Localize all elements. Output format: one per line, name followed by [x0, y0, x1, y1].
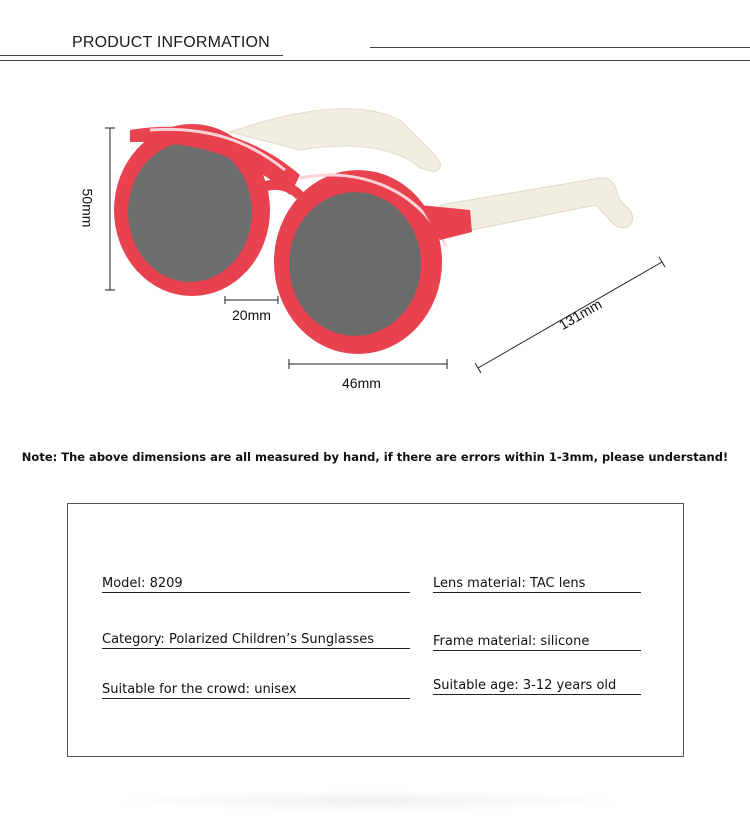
- spec-frame-material: [433, 634, 641, 651]
- spec-crowd-label: Suitable for the crowd:: [102, 682, 251, 697]
- spec-frame-material-label: Frame material:: [433, 634, 537, 649]
- spec-crowd-value: unisex: [254, 682, 297, 697]
- dim-height-label: 50mm: [79, 188, 96, 228]
- bottom-shadow: [110, 790, 630, 812]
- spec-model-label: Model:: [102, 576, 146, 591]
- section-title: PRODUCT INFORMATION: [72, 34, 270, 51]
- dim-bridge-line: [225, 296, 278, 304]
- spec-age: [433, 678, 641, 695]
- spec-model-value: 8209: [149, 576, 183, 591]
- dim-height-line: [105, 128, 115, 290]
- lens-right: [289, 192, 421, 336]
- spec-crowd: [102, 682, 410, 699]
- spec-age-value: 3-12 years old: [522, 678, 617, 693]
- spec-model: [102, 576, 410, 593]
- spec-category-value: Polarized Children’s Sunglasses: [168, 632, 375, 647]
- dim-lens-line: [289, 359, 447, 369]
- spec-box: [67, 503, 684, 757]
- spec-category: [102, 632, 410, 649]
- spec-lens-material-label: Lens material:: [433, 576, 526, 591]
- dim-bridge-label: 20mm: [232, 307, 271, 323]
- spec-lens-material-value: TAC lens: [529, 576, 586, 591]
- measurement-note: Note: The above dimensions are all measured by hand, if there are errors within 1-3mm, please understand!: [21, 450, 729, 464]
- spec-frame-material-value: silicone: [540, 634, 590, 649]
- spec-category-label: Category:: [102, 632, 165, 647]
- lens-left: [128, 142, 252, 282]
- spec-lens-material: [433, 576, 641, 593]
- dim-lens-label: 46mm: [342, 375, 381, 391]
- dim-temple-label: 131mm: [556, 295, 605, 333]
- spec-age-label: Suitable age:: [433, 678, 519, 693]
